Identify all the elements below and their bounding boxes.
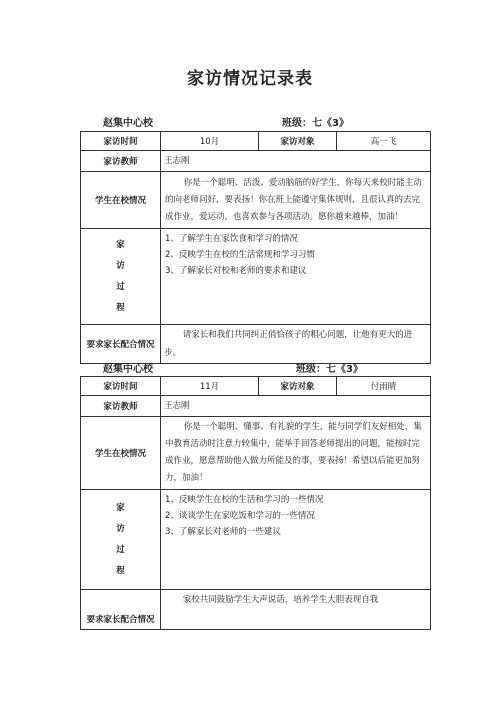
- table-row: [81, 417, 431, 490]
- school-name: 赵集中心校: [103, 364, 153, 375]
- visit-process-label: [81, 229, 161, 325]
- visit-time-value: 10月: [161, 132, 259, 151]
- parent-request-label: 要求家长配合情况: [81, 325, 161, 364]
- list-item: 3、了解家长对校和老师的要求和建议: [165, 266, 307, 276]
- table-row: [81, 172, 431, 229]
- process-char: 访: [116, 260, 125, 271]
- process-char: 家: [116, 502, 125, 513]
- table-row: [81, 377, 431, 396]
- school-status-label: 学生在校情况: [81, 172, 161, 229]
- process-char: 程: [116, 565, 125, 576]
- teacher-value: 王志刚: [161, 151, 431, 172]
- visit-target-label: 家访对象: [259, 132, 337, 151]
- list-item: 1、反映学生在校的生活和学习的一些情况: [165, 495, 324, 505]
- table-row: [81, 151, 431, 172]
- visit-process-content: [161, 229, 431, 325]
- process-char: 过: [116, 281, 125, 292]
- parent-request-text: 家校共同鼓励学生大声说话，培养学生大胆表现自我: [161, 590, 431, 630]
- visit-target-value: 高一飞: [337, 132, 431, 151]
- parent-request-label: 要求家长配合情况: [81, 590, 161, 630]
- visit-process-content: [161, 490, 431, 590]
- visit-target-value: 付雨晴: [337, 377, 431, 396]
- list-item: 2、谈谈学生在家吃饭和学习的一些情况: [165, 511, 315, 521]
- list-item: 2、反映学生在校的生活常规和学习习惯: [165, 250, 315, 260]
- visit-time-label: 家访时间: [81, 377, 161, 396]
- teacher-label: 家访教师: [81, 151, 161, 172]
- class-label: 班级：七《3》: [282, 118, 349, 129]
- list-item: 1、了解学生在家饮食和学习的情况: [165, 234, 298, 244]
- parent-request-text: 请家长和我们共同纠正俏恰孩子的粗心问题，让他有更大的进步。: [161, 325, 431, 364]
- table-row: [81, 229, 431, 325]
- class-label: 班级：七《3》: [296, 364, 363, 375]
- visit-time-label: 家访时间: [81, 132, 161, 151]
- process-char: 家: [116, 239, 125, 250]
- table-row: [81, 396, 431, 417]
- table-row: [81, 132, 431, 151]
- visit-record-table: [80, 376, 431, 630]
- process-char: 访: [116, 523, 125, 534]
- school-status-text: 你是一个聪明、懂事、有礼貌的学生，能与同学们友好相处，集中教育活动时注意力较集中，能举手回答老师提出的问题，能按时完成作业，愿意帮助他人做力所能及的事，要表扬！希望以后能更加努力，加油！: [161, 417, 431, 490]
- school-status-text: 你是一个聪明、活泼、爱动脑筋的好学生，你每天来校时能主动的向老师问好，要表扬！你在班上能遵守集体规则，且很认真的去完成作业，爱运动，也喜欢参与各项活动。愿你越来越棒，加油！: [161, 172, 431, 229]
- visit-process-label: [81, 490, 161, 590]
- table-row: [81, 490, 431, 590]
- school-name: 赵集中心校: [103, 118, 153, 129]
- visit-time-value: 11月: [161, 377, 259, 396]
- list-item: 3、了解家长对老师的一些建议: [165, 527, 281, 537]
- process-char: 过: [116, 544, 125, 555]
- table-row: [81, 590, 431, 630]
- visit-record-table: [80, 131, 431, 364]
- teacher-label: 家访教师: [81, 396, 161, 417]
- table-row: [81, 325, 431, 364]
- teacher-value: 王志刚: [161, 396, 431, 417]
- visit-target-label: 家访对象: [259, 377, 337, 396]
- process-char: 程: [116, 302, 125, 313]
- school-status-label: 学生在校情况: [81, 417, 161, 490]
- document-title: 家访情况记录表: [187, 69, 313, 89]
